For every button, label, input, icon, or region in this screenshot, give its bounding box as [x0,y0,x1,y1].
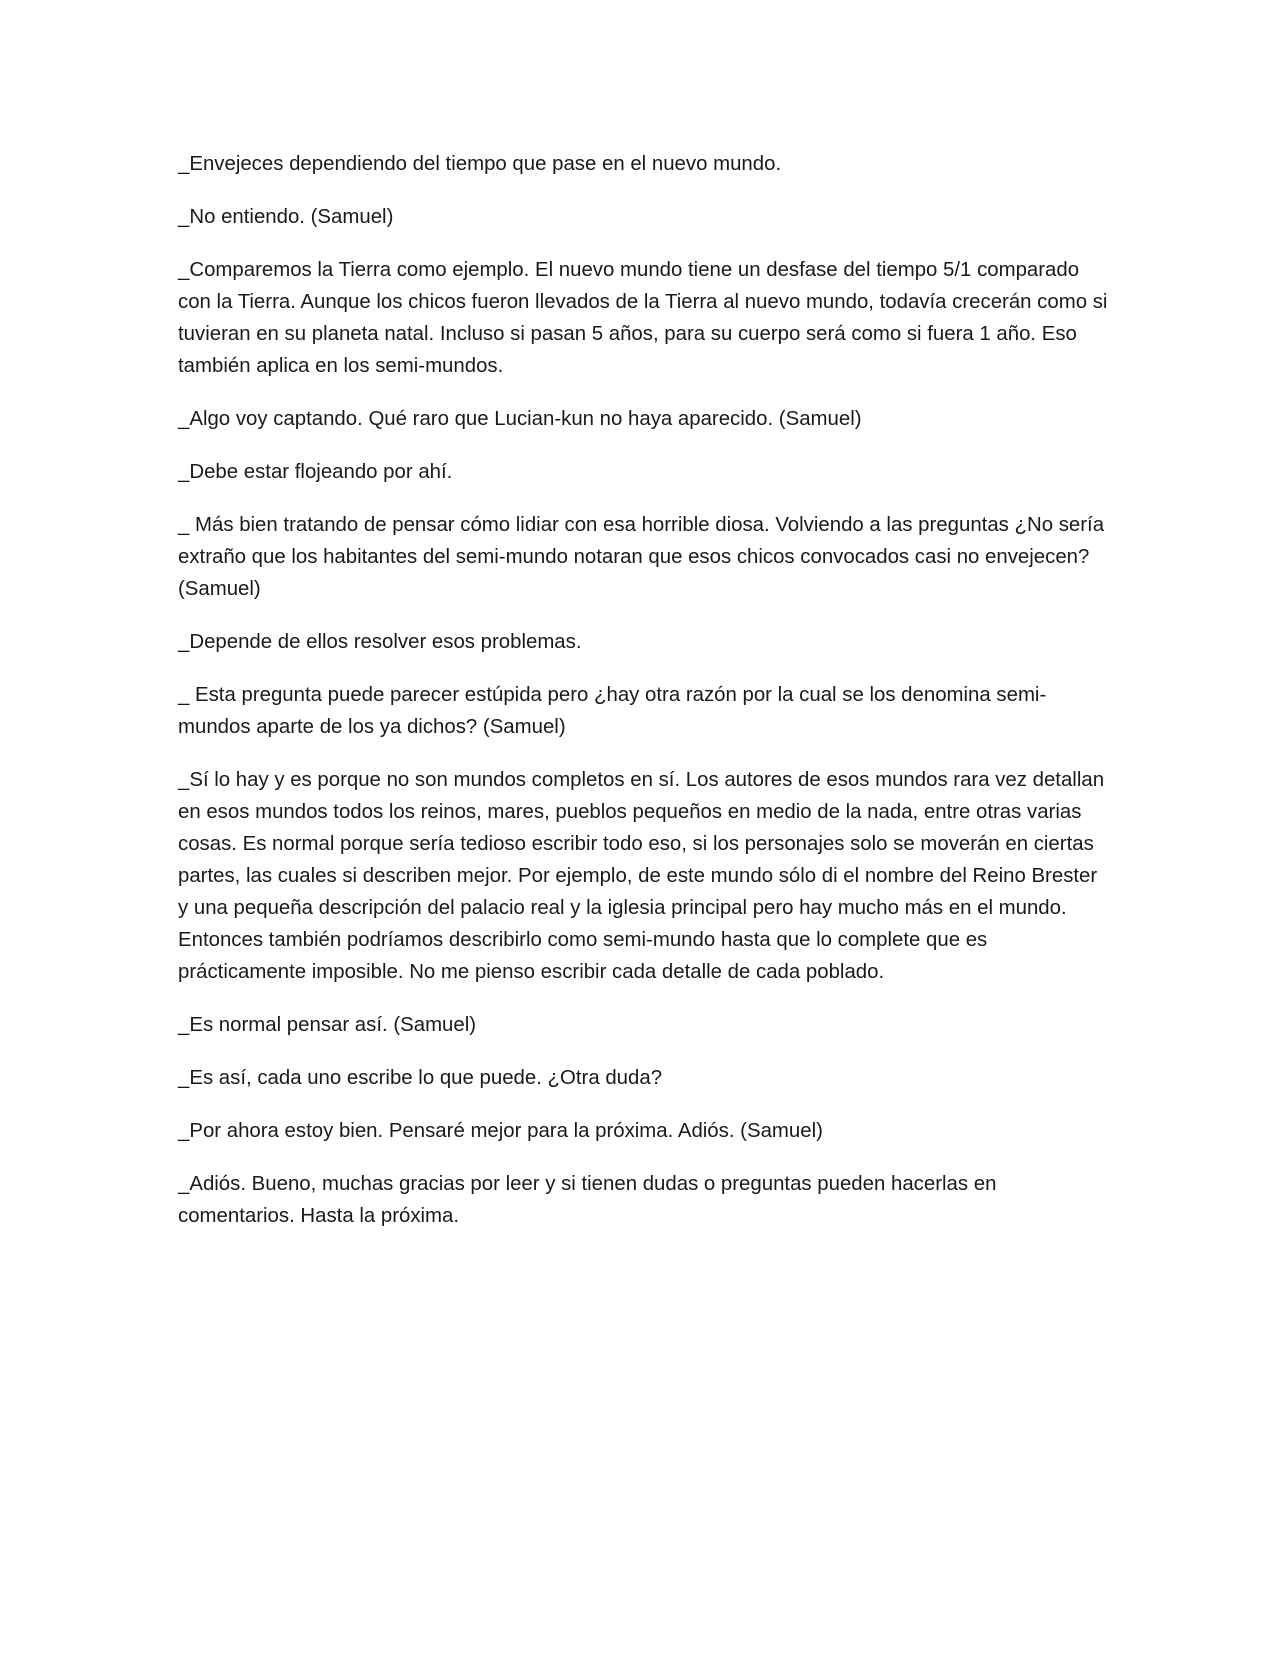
paragraph: _Comparemos la Tierra como ejemplo. El nuevo mundo tiene un desfase del tiempo 5/1 comparado con la Tierra. Aunque los chicos fueron llevados de la Tierra al nuevo mundo, todavía crecerán como si tuvieran en su planeta natal. Incluso si pasan 5 años, para su cuerpo será como si fuera 1 año. Eso también aplica en los semi-mundos. [178,259,1108,377]
paragraph: _Adiós. Bueno, muchas gracias por leer y si tienen dudas o preguntas pueden hacerlas en comentarios. Hasta la próxima. [178,1173,997,1227]
paragraph: _Depende de ellos resolver esos problemas. [178,631,582,653]
paragraph: _Es así, cada uno escribe lo que puede. ¿Otra duda? [178,1067,663,1089]
paragraph: _Por ahora estoy bien. Pensaré mejor para la próxima. Adiós. (Samuel) [178,1120,823,1142]
paragraph: _ Más bien tratando de pensar cómo lidiar con esa horrible diosa. Volviendo a las preguntas ¿No sería extraño que los habitantes del semi-mundo notaran que esos chicos convocados casi no envejecen? (Samuel) [178,514,1105,600]
paragraph: _No entiendo. (Samuel) [178,206,394,228]
document-body [178,148,1108,1253]
paragraph: _Sí lo hay y es porque no son mundos completos en sí. Los autores de esos mundos rara vez detallan en esos mundos todos los reinos, mares, pueblos pequeños en medio de la nada, entre otras varias cosas. Es normal porque sería tedioso escribir todo eso, si los personajes solo se moverán en ciertas partes, las cuales si describen mejor. Por ejemplo, de este mundo sólo di el nombre del Reino Brester y una pequeña descripción del palacio real y la iglesia principal pero hay mucho más en el mundo. Entonces también podríamos describirlo como semi-mundo hasta que lo complete que es prácticamente imposible. No me pienso escribir cada detalle de cada poblado. [178,769,1105,983]
paragraph: _Debe estar flojeando por ahí. [178,461,453,483]
paragraph: _Algo voy captando. Qué raro que Lucian-kun no haya aparecido. (Samuel) [178,408,862,430]
paragraph: _Envejeces dependiendo del tiempo que pase en el nuevo mundo. [178,153,782,175]
paragraph: _ Esta pregunta puede parecer estúpida pero ¿hay otra razón por la cual se los denomina semi-mundos aparte de los ya dichos? (Samuel) [178,684,1047,738]
paragraph: _Es normal pensar así. (Samuel) [178,1014,477,1036]
